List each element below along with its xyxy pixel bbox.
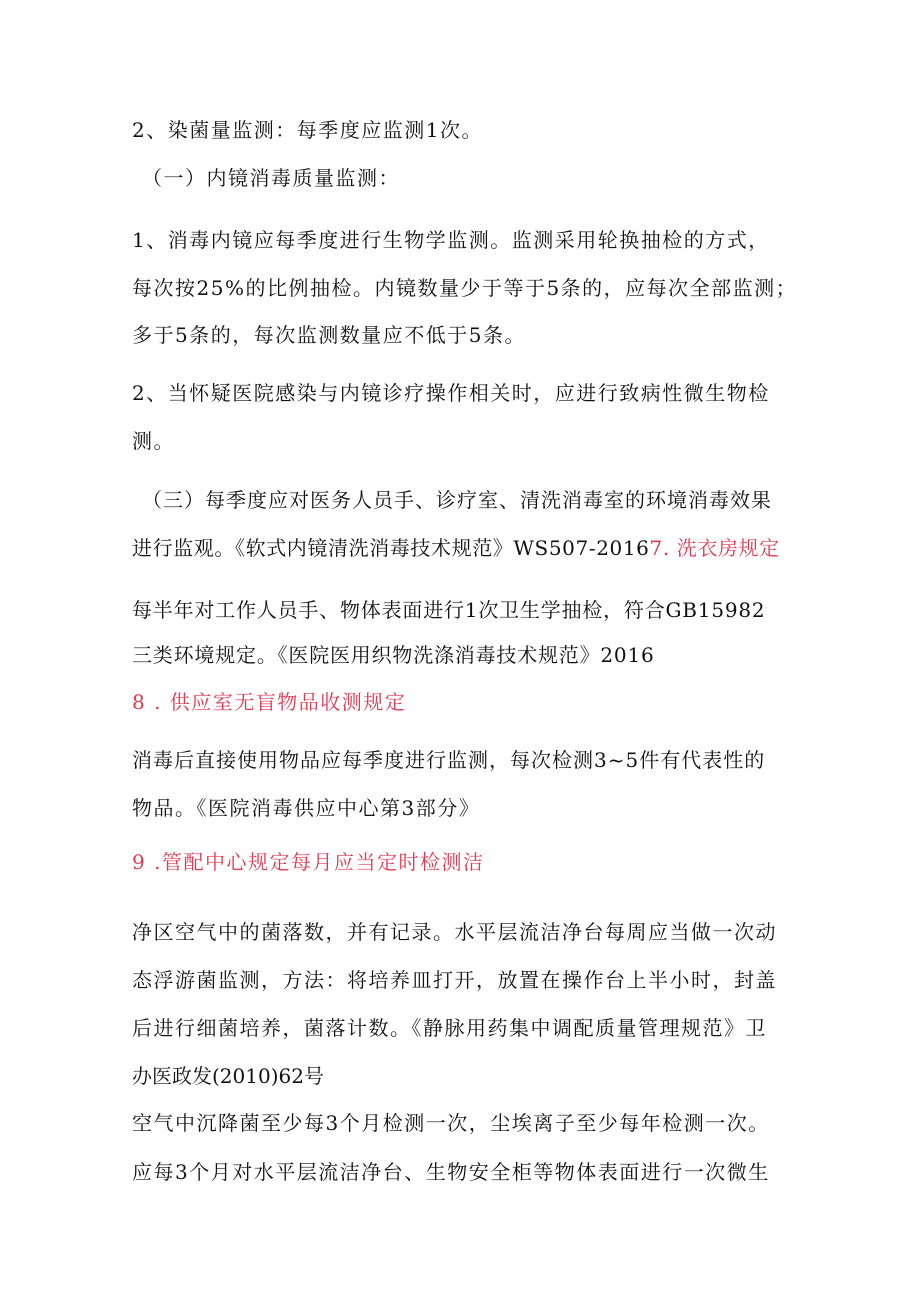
section-heading: （三）每季度应对医务人员手、诊疗室、清洗消毒室的环境消毒效果: [142, 488, 772, 512]
section-heading: （一）内镜消毒质量监测：: [142, 166, 400, 190]
paragraph-line: 后进行细菌培养，菌落计数。《静脉用药集中调配质量管理规范》卫: [132, 1016, 767, 1040]
red-heading-supply-room: 8 . 供应室无盲物品收测规定: [132, 690, 407, 714]
paragraph-line: 每半年对工作人员手、物体表面进行1次卫生学抽检，符合GB15982: [132, 598, 766, 622]
paragraph-line: 空气中沉降菌至少每3个月检测一次，尘埃离子至少每年检测一次。: [132, 1111, 770, 1135]
paragraph-line: 测。: [132, 429, 175, 453]
paragraph-line: 2、染菌量监测：每季度应监测1次。: [132, 118, 483, 142]
red-heading-dispensing-center: 9 .管配中心规定每月应当定时检测洁: [132, 850, 485, 874]
paragraph-line: 态浮游菌监测，方法：将培养皿打开，放置在操作台上半小时，封盖: [132, 968, 777, 992]
paragraph-line: 物品。《医院消毒供应中心第3部分》: [132, 796, 481, 820]
paragraph-line: 三类环境规定。《医院医用织物洗涤消毒技术规范》2016: [132, 643, 655, 667]
paragraph-line: 1、消毒内镜应每季度进行生物学监测。监测采用轮换抽检的方式，: [132, 228, 770, 252]
paragraph-line: [132, 535, 780, 561]
paragraph-line: 每次按25%的比例抽检。内镜数量少于等于5条的，应每次全部监测；: [132, 276, 798, 300]
paragraph-line: 办医政发(2010)62号: [132, 1064, 324, 1088]
paragraph-line: 净区空气中的菌落数，并有记录。水平层流洁净台每周应当做一次动: [132, 920, 777, 944]
paragraph-line: 应每3个月对水平层流洁净台、生物安全柜等物体表面进行一次微生: [132, 1160, 770, 1184]
paragraph-text: 进行监观。《软式内镜清洗消毒技术规范》WS507-2016: [132, 536, 650, 560]
red-heading-laundry: 7. 洗衣房规定: [649, 536, 780, 560]
paragraph-line: 2、当怀疑医院感染与内镜诊疗操作相关时，应进行致病性微生物检: [132, 381, 770, 405]
paragraph-line: 消毒后直接使用物品应每季度进行监测，每次检测3~5件有代表性的: [132, 748, 766, 772]
paragraph-line: 多于5条的，每次监测数量应不低于5条。: [132, 323, 526, 347]
